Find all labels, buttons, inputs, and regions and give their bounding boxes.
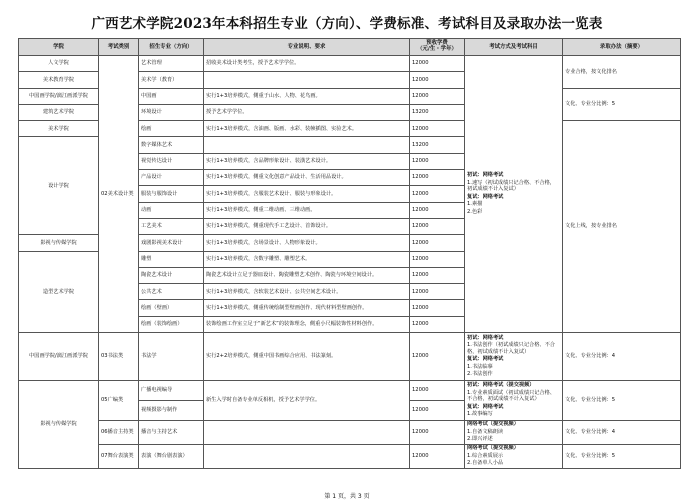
fee-cell: 13200	[410, 137, 465, 153]
exam-line: 初试：网络考试	[467, 334, 504, 341]
fee-cell: 12000	[410, 88, 465, 104]
header-college: 学院	[19, 39, 99, 56]
desc-cell: 实行1+3培养模式，含软装艺术设计、公共空间艺术设计。	[204, 284, 410, 300]
exam-cell	[465, 421, 563, 445]
major-cell: 视觉传达设计	[139, 153, 204, 169]
fee-cell: 12000	[410, 421, 465, 445]
major-cell: 陶瓷艺术设计	[139, 267, 204, 283]
exam-line: 复试：网络考试	[467, 193, 504, 200]
fee-cell: 12000	[410, 401, 465, 421]
fee-cell: 12000	[410, 218, 465, 234]
desc-cell: 授予艺术学学位。	[204, 104, 410, 120]
major-cell: 公共艺术	[139, 284, 204, 300]
exam-line: 2.色彩	[467, 208, 483, 215]
college-cell: 人文学院	[19, 56, 99, 72]
fee-cell: 12000	[410, 316, 465, 332]
page-number: 第 1 页，共 3 页	[324, 493, 370, 500]
table-header-row	[19, 39, 681, 56]
table-row	[19, 56, 681, 72]
category-cell: 06播音主持类	[99, 421, 139, 445]
major-cell: 服装与服饰设计	[139, 186, 204, 202]
fee-cell: 12000	[410, 186, 465, 202]
college-cell: 造型艺术学院	[19, 251, 99, 332]
exam-line: 复试：网络考试	[467, 403, 504, 410]
exam-cell	[465, 333, 563, 381]
exam-line: 网络考试（提交视频）	[467, 445, 519, 452]
desc-cell: 实行1+3培养模式，側重于山水、人物、花鸟画。	[204, 88, 410, 104]
major-cell: 中国画	[139, 88, 204, 104]
desc-cell: 新生入学时自备专业单反相机，授予艺术学学位。	[204, 381, 410, 421]
fee-cell: 12000	[410, 300, 465, 316]
college-cell: 影视与传媒学院	[19, 235, 99, 251]
college-cell: 中国画学院/漓江画派学院	[19, 88, 99, 104]
desc-cell: 实行1+3培养模式，含服装艺术设计、服装与形象设计。	[204, 186, 410, 202]
exam-line: 1.书法临摹	[467, 363, 493, 370]
exam-line: 1.自备文稿朗读	[467, 428, 504, 435]
major-cell: 戏剧影视美术设计	[139, 235, 204, 251]
fee-cell: 12000	[410, 284, 465, 300]
major-cell: 数字媒体艺术	[139, 137, 204, 153]
category-cell: 07舞台表演类	[99, 445, 139, 469]
desc-cell: 招收美术设计类考生，授予艺术学学位。	[204, 56, 410, 72]
fee-cell: 12000	[410, 202, 465, 218]
header-fee: 预收学费 （元/生・学年）	[410, 39, 465, 56]
college-cell: 中国画学院/漓江画派学院	[19, 333, 99, 381]
desc-cell	[204, 421, 410, 445]
category-cell: 05广编类	[99, 381, 139, 421]
major-cell: 表演（舞台剧表演）	[139, 445, 204, 469]
major-cell: 动画	[139, 202, 204, 218]
table-row	[19, 381, 681, 401]
desc-cell: 实行1+3培养模式，側重二维动画、三维动画。	[204, 202, 410, 218]
admission-cell: 文化、专业分比例：5	[563, 381, 681, 421]
header-exam: 考试方式及考试科目	[465, 39, 563, 56]
major-cell: 书法学	[139, 333, 204, 381]
major-cell: 广播电视编导	[139, 381, 204, 401]
document-title: 广西艺术学院2023年本科招生专业（方向）、学费标准、考试科目及录取办法一览表	[91, 16, 603, 32]
major-cell: 环境设计	[139, 104, 204, 120]
exam-line: 1.故事编写	[467, 411, 493, 418]
major-cell: 绘画（壁画）	[139, 300, 204, 316]
fee-cell: 12000	[410, 121, 465, 137]
exam-line: 1.书法创作（初试成绩只记合格、不合格，初试成绩不计入复试）	[467, 342, 555, 355]
admissions-table	[18, 38, 681, 469]
table-row	[19, 421, 681, 445]
fee-cell: 12000	[410, 72, 465, 88]
table-row	[19, 445, 681, 469]
major-cell: 绘画（装饰绘画）	[139, 316, 204, 332]
fee-cell: 12000	[410, 445, 465, 469]
table-row	[19, 333, 681, 381]
header-description: 专业说明、要求	[204, 39, 410, 56]
major-cell: 美术学（教育）	[139, 72, 204, 88]
fee-cell: 12000	[410, 333, 465, 381]
college-cell: 美术教育学院	[19, 72, 99, 88]
exam-line: 2.即兴评述	[467, 436, 493, 443]
major-cell: 播音与主持艺术	[139, 421, 204, 445]
major-cell: 工艺美术	[139, 218, 204, 234]
admission-cell: 专业合格，按文化排名	[563, 56, 681, 89]
exam-cell	[465, 381, 563, 421]
major-cell: 艺术管理	[139, 56, 204, 72]
exam-cell	[465, 56, 563, 333]
fee-cell: 12000	[410, 170, 465, 186]
desc-cell: 实行1+3培养模式，側重传统绘制型壁画创作、现代材料型壁画创作。	[204, 300, 410, 316]
college-cell: 美术学院	[19, 121, 99, 137]
header-major: 招生专业（方向）	[139, 39, 204, 56]
admission-cell: 文化、专业分比例：4	[563, 333, 681, 381]
fee-cell: 13200	[410, 104, 465, 120]
exam-line: 1.速写（初试成绩只记合格、不合格，初试成绩不计入复试）	[467, 179, 555, 193]
exam-line: 1.素描	[467, 201, 483, 208]
desc-cell: 实行1+3培养模式，含数字雕塑、雕塑艺术。	[204, 251, 410, 267]
desc-cell	[204, 137, 410, 153]
college-cell: 建筑艺术学院	[19, 104, 99, 120]
major-cell: 产品设计	[139, 170, 204, 186]
desc-cell: 实行1+3培养模式，含品牌形象设计、装潢艺术设计。	[204, 153, 410, 169]
admission-cell: 文化上线，按专业排名	[563, 121, 681, 333]
desc-cell	[204, 445, 410, 469]
admission-cell: 文化、专业分比例：5	[563, 88, 681, 121]
major-cell: 雕塑	[139, 251, 204, 267]
major-cell: 视频摄影与制作	[139, 401, 204, 421]
fee-cell: 12000	[410, 56, 465, 72]
fee-cell: 12000	[410, 251, 465, 267]
category-cell: 02美术设计类	[99, 56, 139, 333]
fee-cell: 12000	[410, 153, 465, 169]
admission-cell: 文化、专业分比例：4	[563, 421, 681, 445]
fee-cell: 12000	[410, 381, 465, 401]
exam-line: 2.自备单人小品	[467, 460, 504, 467]
fee-cell: 12000	[410, 267, 465, 283]
desc-cell: 实行1+3培养模式，側重现代手工艺设计、首饰设计。	[204, 218, 410, 234]
admission-cell: 文化、专业分比例：5	[563, 445, 681, 469]
header-admission: 录取办法（摘要）	[563, 39, 681, 56]
major-cell: 绘画	[139, 121, 204, 137]
desc-cell: 实行1+3培养模式，含油画、版画、水彩、装帧插图、实验艺术。	[204, 121, 410, 137]
desc-cell: 陶瓷艺术设计立足于器皿设计、陶瓷雕塑艺术创作、陶瓷与环境空间设计。	[204, 267, 410, 283]
fee-cell: 12000	[410, 235, 465, 251]
exam-line: 1.综合素质展示	[467, 452, 504, 459]
exam-line: 初试：网络考试（提交视频）	[467, 382, 535, 389]
exam-line: 1.专业素质面试（初试成绩只记合格、不合格，初试成绩不计入复试）	[467, 389, 555, 403]
desc-cell: 装饰绘画工作室立足于“新艺术”的装饰理念，側重小尺幅装饰性材料创作。	[204, 316, 410, 332]
header-category: 考试类别	[99, 39, 139, 56]
college-cell: 设计学院	[19, 137, 99, 235]
desc-cell: 实行2+2培养模式，側重中国书画综合应用、书法篆刻。	[204, 333, 410, 381]
category-cell: 03书法类	[99, 333, 139, 381]
exam-line: 初试：网络考试	[467, 172, 504, 179]
exam-line: 2.书法创作	[467, 371, 493, 378]
exam-line: 复试：网络考试	[467, 356, 504, 363]
exam-cell	[465, 445, 563, 469]
desc-cell: 实行1+3培养模式，含场景设计、人物形象设计。	[204, 235, 410, 251]
exam-line: 网络考试（提交视频）	[467, 421, 519, 428]
college-cell: 影视与传媒学院	[19, 381, 99, 469]
desc-cell: 实行1+3培养模式，側重文化创意产品设计、生活用品设计。	[204, 170, 410, 186]
desc-cell	[204, 72, 410, 88]
